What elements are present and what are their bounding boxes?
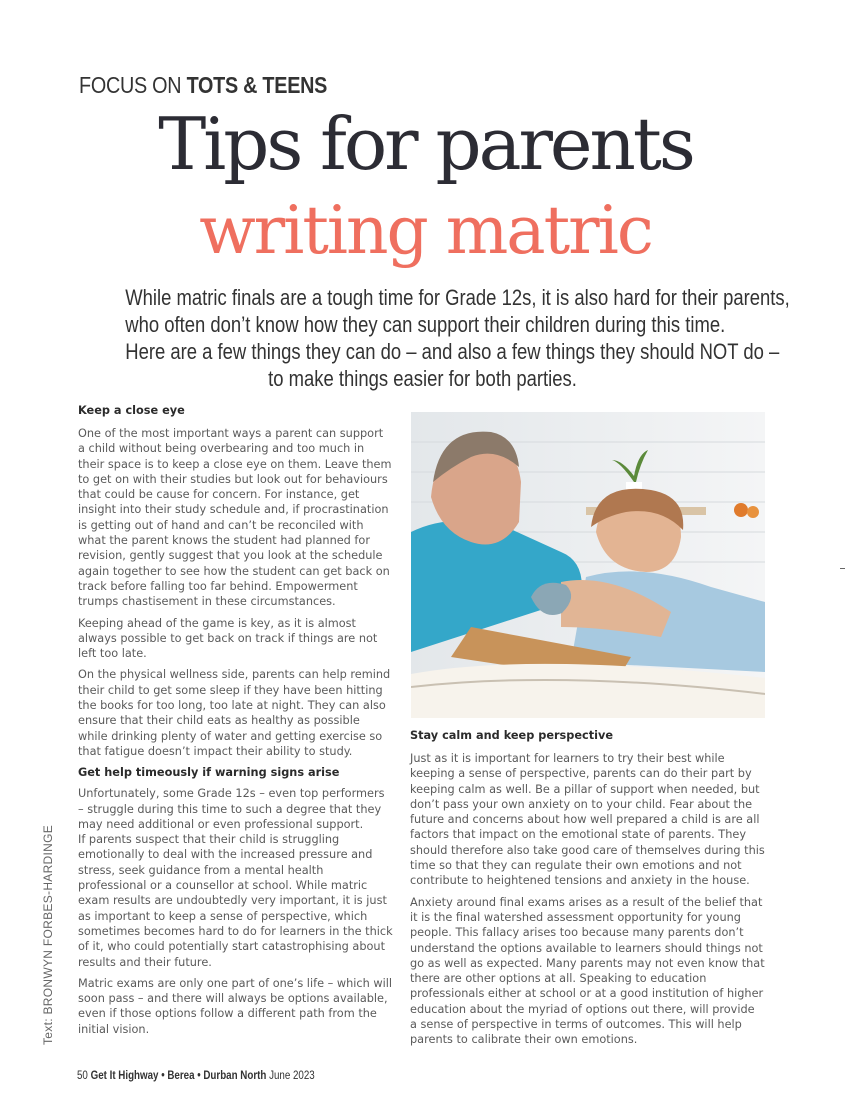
paragraph: Just as it is important for learners to try their best while keeping a sense of perspective, parents can do their part by keeping calm as well. Be a pillar of support when needed, but don’t pass your own anxiety on to your child. Fear about the future and concerns about how well prepared a child is are all factors that impact on the emotional state of parents. They should therefore also take good care of themselves during this time so that they can regulate their own emotions and not contribute to heightened tensions and anxiety in the house. xyxy=(410,752,765,888)
paragraph: If parents suspect that their child is struggling emotionally to deal with the increased pressure and stress, seek guidance from a mental health professional or a counsellor at school. While matric exam results are undoubtedly very important, it is just as important to keep a sense of perspective, which sometimes becomes hard to do for learners in the thick of it, who could potentially start catastrophising about results and their future. xyxy=(78,833,393,969)
publication-name: Get It Highway • Berea • Durban North xyxy=(90,1070,267,1082)
edge-mark xyxy=(840,568,845,569)
left-column xyxy=(78,403,393,1043)
author-credit: Text: BRONWYN FORBES-HARDINGE xyxy=(41,824,55,1045)
heading-keep-close-eye: Keep a close eye xyxy=(78,404,185,417)
paragraph: Keeping ahead of the game is key, as it is almost always possible to get back on track if things are not left too late. xyxy=(78,616,378,661)
paragraph: Anxiety around final exams arises as a result of the belief that it is the final watershed assessment opportunity for young people. This fallacy arises too because many parents don’t understand the options available to learners should things not go as well as expected. Many parents may not even know that there are other options at all. Speaking to education professionals either at school or at a good institution of higher education about the myriad of options out there, will provide a sense of perspective in terms of outcomes. This will help parents to calibrate their own emotions. xyxy=(410,895,765,1047)
intro-line: who often don’t know how they can support their children during this time. xyxy=(125,312,726,337)
headline-line-1: Tips for parents xyxy=(158,102,693,186)
photo-illustration xyxy=(411,412,765,718)
section-prefix: FOCUS ON xyxy=(79,72,182,98)
section-label xyxy=(79,72,327,99)
paragraph: On the physical wellness side, parents can help remind their child to get some sleep if they have been hitting the books for too long, too late at night. They can also ensure that their child eats as healthy as possible while drinking plenty of water and getting exercise so that fatigue doesn’t impact their ability to study. xyxy=(78,668,391,758)
heading-get-help: Get help timeously if warning signs arise xyxy=(78,766,340,780)
photo-parent-and-teen xyxy=(411,412,765,718)
right-column xyxy=(410,728,765,1054)
intro-line: to make things easier for both parties. xyxy=(268,366,577,391)
intro-line: While matric finals are a tough time for Grade 12s, it is also hard for their parents, xyxy=(125,285,790,310)
intro-standfirst xyxy=(60,284,790,392)
section-topic: TOTS & TEENS xyxy=(186,72,328,98)
paragraph: Unfortunately, some Grade 12s – even top performers – struggle during this time to such a degree that they may need additional or even professional support. xyxy=(78,787,385,831)
heading-stay-calm: Stay calm and keep perspective xyxy=(410,729,614,742)
page-footer xyxy=(77,1070,315,1082)
paragraph: One of the most important ways a parent can support a child without being overbearing and too much in their space is to keep a close eye on them. Leave them to get on with their studies but look out for behaviours that could be cause for concern. For instance, get insight into their study schedule and, if procrastination is getting out of hand and can’t be reconciled with what the parent knows the student had planned for revision, gently suggest that you look at the schedule again together to see how the student can get back on track before falling too far behind. Empowerment trumps chastisement in these circumstances. xyxy=(78,427,392,609)
paragraph: Matric exams are only one part of one’s life – which will soon pass – and there will always be options available, even if those options follow a different path from the initial vision. xyxy=(78,976,393,1036)
issue-date: June 2023 xyxy=(269,1070,315,1082)
intro-line: Here are a few things they can do – and also a few things they should NOT do – xyxy=(125,339,780,364)
page-number: 50 xyxy=(77,1070,88,1082)
headline-line-2: writing matric xyxy=(199,192,652,269)
